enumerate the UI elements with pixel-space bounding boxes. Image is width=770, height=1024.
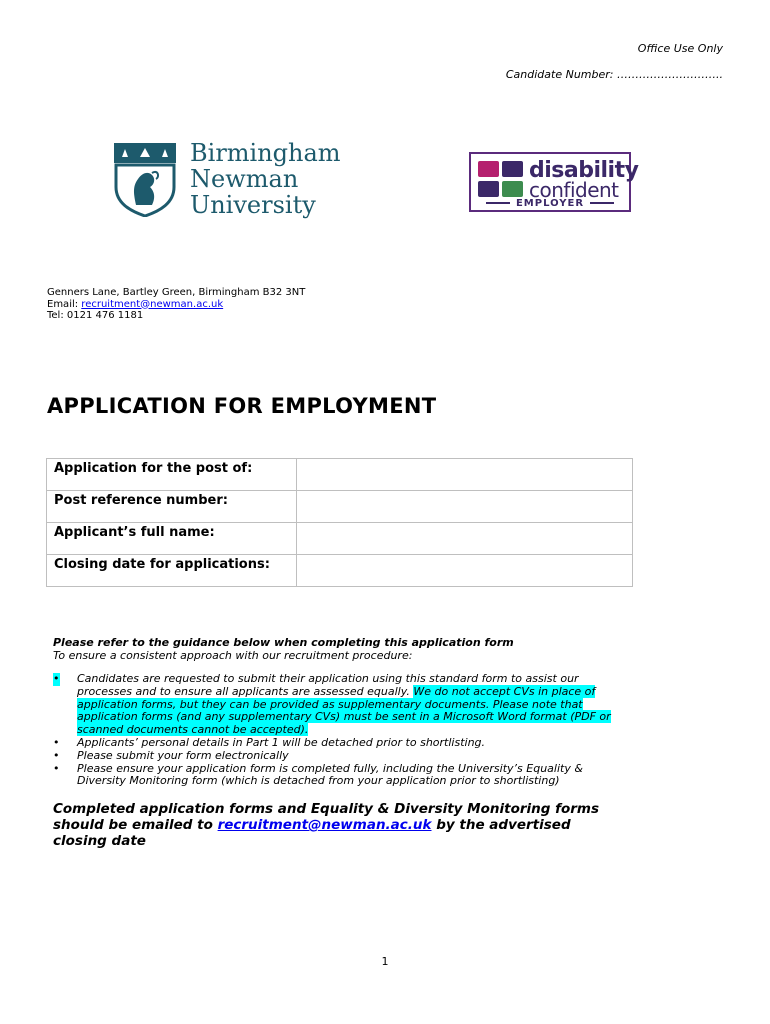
guidance-heading: Please refer to the guidance below when completing this application form (53, 636, 514, 649)
table-row (47, 459, 633, 491)
university-logo-text (190, 140, 341, 218)
application-details-table (46, 458, 633, 587)
closing-instructions (53, 801, 613, 849)
list-item (53, 673, 633, 737)
candidate-number-label: Candidate Number: ……………………….. (505, 68, 723, 81)
post-label: Application for the post of: (47, 459, 297, 491)
logo-line-3: University (190, 191, 316, 219)
logo-line-1: Birmingham (190, 139, 341, 167)
badge-word-confident: confident (529, 178, 619, 202)
office-use-label: Office Use Only (637, 42, 723, 55)
page-title: APPLICATION FOR EMPLOYMENT (47, 394, 437, 418)
post-field[interactable] (297, 459, 633, 491)
bullet-1-highlight: We do not accept CVs in place of application forms, but they can be provided as supplementary documents. Please note that application forms (and any supplementary CVs) must be sent in a Microsoft Word format (PDF or scanned documents cannot be accepted). (77, 684, 611, 737)
bullet-2-text: Applicants’ personal details in Part 1 will be detached prior to shortlisting. (77, 735, 486, 749)
table-row (47, 555, 633, 587)
closing-date-label: Closing date for applications: (47, 555, 297, 587)
full-name-label: Applicant’s full name: (47, 523, 297, 555)
address-street: Genners Lane, Bartley Green, Birmingham B32 3NT (47, 287, 306, 298)
bullet-symbol: • (53, 761, 60, 775)
contact-address (47, 287, 305, 322)
closing-date-field[interactable] (297, 555, 633, 587)
person-icon (502, 181, 523, 197)
bullet-symbol: • (53, 735, 60, 749)
people-icon (478, 161, 499, 177)
badge-word-employer: EMPLOYER (471, 198, 629, 209)
bullet-4-text: Please ensure your application form is completed fully, including the University’s Equality & Diversity Monitoring form (which is detached from your application prior to shortlisting) (77, 761, 583, 788)
table-row (47, 491, 633, 523)
university-crest-icon (114, 143, 176, 221)
bullet-symbol: • (53, 672, 60, 685)
disability-confident-badge (469, 152, 639, 212)
post-reference-field[interactable] (297, 491, 633, 523)
bullet-symbol: • (53, 748, 60, 762)
page-number: 1 (381, 955, 389, 968)
post-reference-label: Post reference number: (47, 491, 297, 523)
chart-icon (502, 161, 523, 177)
logo-line-2: Newman (190, 165, 299, 193)
guidance-list (53, 673, 633, 788)
address-email-line (47, 299, 305, 311)
badge-word-disability: disability (529, 158, 639, 183)
address-tel: Tel: 0121 476 1181 (47, 310, 144, 321)
full-name-field[interactable] (297, 523, 633, 555)
list-item (53, 763, 633, 789)
closing-text-2: by the advertised closing date (53, 817, 571, 849)
bullet-3-text: Please submit your form electronically (77, 748, 289, 762)
closing-text-1: Completed application forms and Equality & Diversity Monitoring forms should be emailed to (53, 801, 600, 833)
email-link[interactable]: recruitment@newman.ac.uk (81, 298, 224, 310)
lock-icon (478, 181, 499, 197)
closing-email-link[interactable]: recruitment@newman.ac.uk (217, 817, 432, 833)
email-label: Email: (47, 298, 82, 310)
guidance-intro: To ensure a consistent approach with our recruitment procedure: (53, 649, 413, 662)
table-row (47, 523, 633, 555)
bullet-1-text: Candidates are requested to submit their application using this standard form to assist our processes and to ensure all applicants are assessed equally. (77, 672, 579, 698)
